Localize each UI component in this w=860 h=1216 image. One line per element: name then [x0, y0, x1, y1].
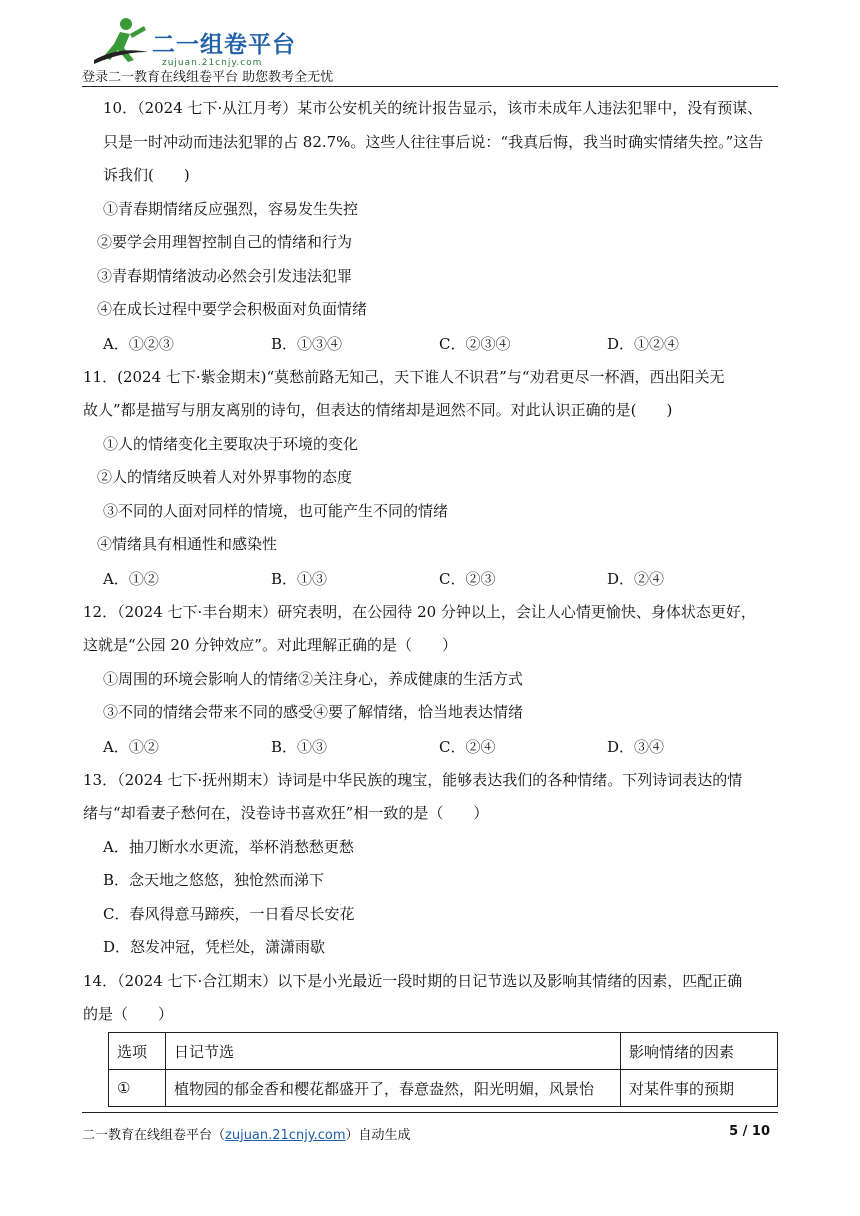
question-10-stem-line-1: 10．（2024 七下·从江月考）某市公安机关的统计报告显示，该市未成年人违法犯罪中，没有预谋、: [103, 99, 763, 117]
question-12-stem-line-1: 12．（2024 七下·丰台期末）研究表明，在公园待 20 分钟以上，会让人心情更愉快、身体状态更好，: [83, 602, 756, 621]
question-11-statement-1: ①人的情绪变化主要取决于环境的变化: [103, 434, 359, 453]
table-cell: ①: [109, 1070, 166, 1107]
question-10-stem-line-3: 诉我们( ): [103, 166, 190, 184]
question-10-statement-1: ①青春期情绪反应强烈，容易发生失控: [103, 199, 359, 218]
question-10-stem-line-2: 只是一时冲动而违法犯罪的占 82.7%。这些人往往事后说：“我真后悔，我当时确实情绪失控。”这告: [103, 132, 764, 151]
footer-link[interactable]: zujuan.21cnjy.com: [225, 1128, 346, 1143]
question-14-stem-line-2: 的是（ ）: [83, 1005, 174, 1023]
footer-suffix: ）自动生成: [345, 1128, 411, 1143]
footer-divider: [82, 1112, 778, 1113]
option-d[interactable]: D．怒发冲冠，凭栏处，潇潇雨歇: [103, 938, 326, 956]
option-b[interactable]: B．①③④: [271, 334, 343, 353]
option-d[interactable]: D．②④: [607, 569, 665, 588]
option-a[interactable]: A．①②③: [103, 334, 174, 353]
header-slogan: 登录二一教育在线组卷平台 助您教考全无忧: [82, 70, 334, 85]
question-13-stem-line-1: 13．（2024 七下·抚州期末）诗词是中华民族的瑰宝，能够表达我们的各种情绪。下列诗词表达的情: [83, 770, 743, 789]
question-11-statement-3: ③不同的人面对同样的情境，也可能产生不同的情绪: [103, 501, 449, 520]
option-c[interactable]: C．②③④: [439, 334, 511, 353]
question-10-statement-2: ②要学会用理智控制自己的情绪和行为: [97, 233, 353, 251]
question-10-options: [103, 327, 779, 361]
question-13-stem-line-2: 绪与“却看妻子愁何在，没卷诗书喜欢狂”相一致的是（ ）: [83, 804, 489, 822]
question-12-statement-1: ①周围的环境会影响人的情绪②关注身心，养成健康的生活方式: [103, 669, 524, 688]
footer-prefix: 二一教育在线组卷平台（: [82, 1128, 226, 1143]
option-b[interactable]: B．①③: [271, 737, 328, 756]
option-a[interactable]: A．①②: [103, 569, 159, 588]
question-11-statement-4: ④情绪具有相通性和感染性: [97, 535, 278, 553]
table-cell: 植物园的郁金香和樱花都盛开了，春意盎然，阳光明媚，风景怡: [166, 1070, 621, 1107]
question-14-stem-line-1: 14．（2024 七下·合江期末）以下是小光最近一段时期的日记节选以及影响其情绪的因素，匹配正确: [83, 971, 743, 990]
runner-logo-icon: [90, 16, 150, 66]
logo-text: 二一组卷平台: [152, 32, 296, 58]
option-d[interactable]: D．①②④: [607, 334, 680, 353]
question-10: [97, 92, 779, 361]
option-c[interactable]: C．②③: [439, 569, 496, 588]
page-number: 5 / 10: [729, 1124, 770, 1139]
page-header: [82, 10, 778, 86]
table-header-cell: 日记节选: [166, 1033, 621, 1070]
page-footer: [82, 1124, 778, 1143]
option-b[interactable]: B．①③: [271, 569, 328, 588]
question-11-statement-2: ②人的情绪反映着人对外界事物的态度: [97, 468, 353, 486]
table-header-row: [109, 1033, 778, 1070]
table-header-cell: 影响情绪的因素: [621, 1033, 778, 1070]
table-cell: 对某件事的预期: [621, 1070, 778, 1107]
question-12-statement-2: ③不同的情绪会带来不同的感受④要了解情绪，恰当地表达情绪: [103, 703, 524, 721]
question-13: [83, 764, 779, 965]
option-c[interactable]: C．②④: [439, 737, 496, 756]
question-12-stem-line-2: 这就是“公园 20 分钟效应”。对此理解正确的是（ ）: [83, 636, 457, 654]
option-b[interactable]: B．念天地之悠悠，独怆然而涕下: [103, 871, 325, 889]
option-a[interactable]: A．抽刀断水水更流，举杯消愁愁更愁: [103, 837, 354, 856]
option-a[interactable]: A．①②: [103, 737, 159, 756]
question-14: [83, 965, 779, 1032]
table-header-cell: 选项: [109, 1033, 166, 1070]
question-content: [83, 92, 779, 1032]
option-d[interactable]: D．③④: [607, 737, 665, 756]
question-11-stem-line-1: 11．(2024 七下·紫金期末)“莫愁前路无知己，天下谁人不识君”与“劝君更尽一杯酒，西出阳关无: [83, 367, 725, 386]
option-c[interactable]: C．春风得意马蹄疾，一日看尽长安花: [103, 904, 355, 923]
question-11: [83, 361, 779, 596]
logo[interactable]: [90, 16, 350, 70]
diary-table: [108, 1032, 778, 1107]
question-10-statement-3: ③青春期情绪波动必然会引发违法犯罪: [97, 266, 353, 285]
question-11-options: [103, 562, 779, 596]
question-12-options: [103, 730, 779, 764]
logo-url: zujuan.21cnjy.com: [162, 58, 263, 68]
table-row: [109, 1070, 778, 1107]
question-10-statement-4: ④在成长过程中要学会积极面对负面情绪: [97, 300, 368, 318]
header-divider: [82, 86, 778, 87]
question-12: [83, 596, 779, 764]
question-11-stem-line-2: 故人”都是描写与朋友离别的诗句，但表达的情绪却是迥然不同。对此认识正确的是( ): [83, 401, 673, 419]
